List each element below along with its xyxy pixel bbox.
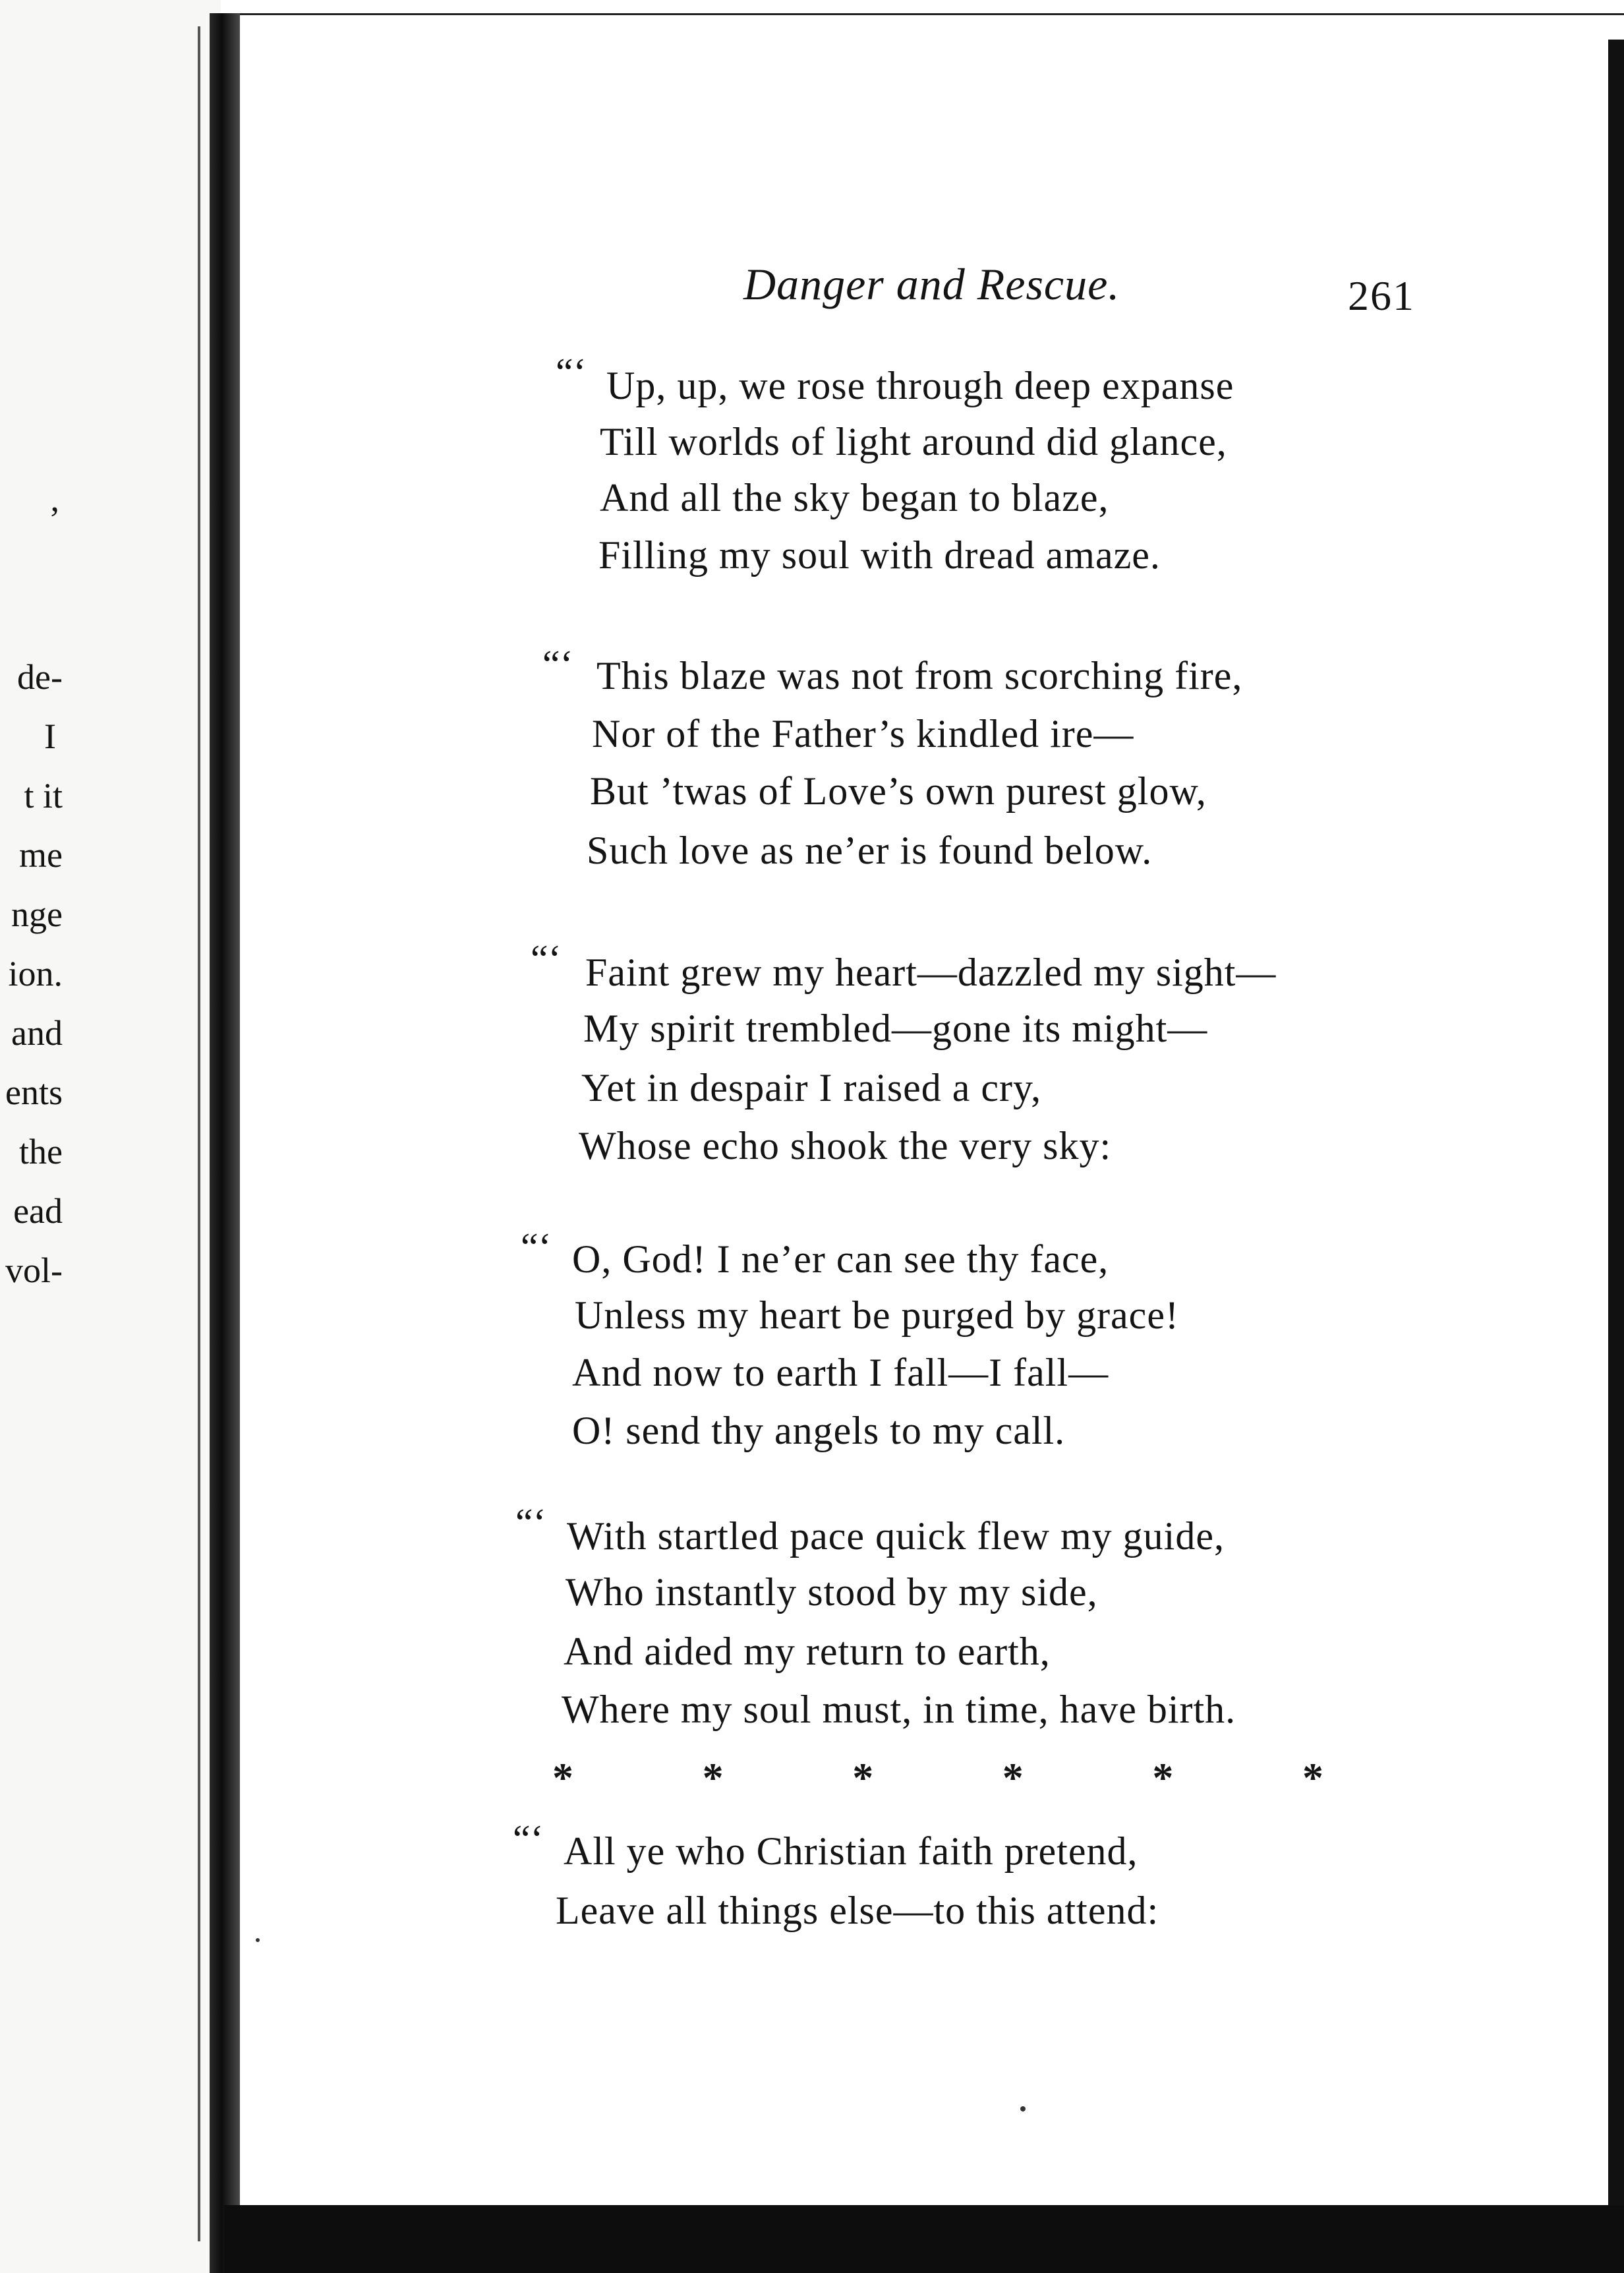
left-fragment: and <box>11 1013 63 1053</box>
verse-line: All ye who Christian faith pretend, <box>564 1829 1138 1873</box>
verse-line: Till worlds of light around did glance, <box>600 420 1227 463</box>
verse-line: Whose echo shook the very sky: <box>579 1124 1112 1167</box>
left-fragment: me <box>19 835 63 875</box>
verse-line: Faint grew my heart—dazzled my sight— <box>585 951 1277 994</box>
paper-speck <box>1020 2106 1026 2111</box>
verse-line: Who instantly stood by my side, <box>566 1570 1098 1614</box>
verse-line: Such love as ne’er is found below. <box>587 829 1153 872</box>
left-fragment: I <box>44 717 56 756</box>
book-gutter <box>210 13 240 2273</box>
running-head: Danger and Rescue. <box>743 259 1120 309</box>
verse-line: Filling my soul with dread amaze. <box>598 533 1161 577</box>
verse-line: And all the sky began to blaze, <box>600 476 1109 519</box>
section-separator <box>552 1754 1323 1802</box>
verse-line: My spirit trembled—gone its might— <box>583 1007 1208 1050</box>
asterisk: * <box>702 1754 724 1801</box>
gutter-shadow-line <box>198 26 200 2241</box>
verse-line: With startled pace quick flew my guide, <box>567 1514 1225 1558</box>
left-fragment: t it <box>24 776 63 815</box>
verse-line: But ’twas of Love’s own purest glow, <box>590 769 1207 813</box>
page-number: 261 <box>1348 272 1415 319</box>
left-fragment: , <box>50 479 59 519</box>
verse-line: Nor of the Father’s kindled ire— <box>592 712 1134 755</box>
paper-speck <box>256 1938 260 1942</box>
verse-line: O! send thy angels to my call. <box>572 1409 1066 1452</box>
asterisk: * <box>1002 1754 1024 1801</box>
verse-line: This blaze was not from scorching fire, <box>596 654 1243 697</box>
left-fragment: ents <box>5 1073 63 1112</box>
left-fragment: vol- <box>5 1251 63 1290</box>
verse-line: Yet in despair I raised a cry, <box>581 1066 1042 1109</box>
opening-quote: “‘ <box>556 351 587 394</box>
opening-quote: “‘ <box>515 1501 546 1545</box>
opening-quote: “‘ <box>513 1817 544 1861</box>
verse-line: O, God! I ne’er can see thy face, <box>572 1237 1109 1281</box>
asterisk: * <box>852 1754 874 1801</box>
verse-line: Unless my heart be purged by grace! <box>575 1293 1179 1337</box>
left-fragment: de- <box>17 657 63 697</box>
left-fragment: ion. <box>8 954 63 993</box>
asterisk: * <box>1302 1754 1323 1801</box>
left-page-text-fragments <box>0 0 221 2273</box>
verse-line: And aided my return to earth, <box>564 1630 1051 1673</box>
left-fragment: nge <box>11 895 63 934</box>
right-page <box>240 13 1624 2207</box>
page-right-edge <box>1608 40 1624 2208</box>
opening-quote: “‘ <box>521 1225 552 1269</box>
asterisk: * <box>1152 1754 1174 1801</box>
asterisk: * <box>552 1754 573 1801</box>
left-fragment: ead <box>13 1191 63 1231</box>
left-fragment: the <box>19 1132 63 1171</box>
verse-line: Leave all things else—to this attend: <box>556 1889 1159 1932</box>
opening-quote: “‘ <box>542 643 573 686</box>
verse-line: Where my soul must, in time, have birth. <box>562 1688 1236 1731</box>
verse-line: And now to earth I fall—I fall— <box>572 1351 1109 1394</box>
scan-bottom-border <box>224 2205 1624 2273</box>
verse-line: Up, up, we rose through deep expanse <box>606 364 1234 407</box>
opening-quote: “‘ <box>531 937 562 981</box>
